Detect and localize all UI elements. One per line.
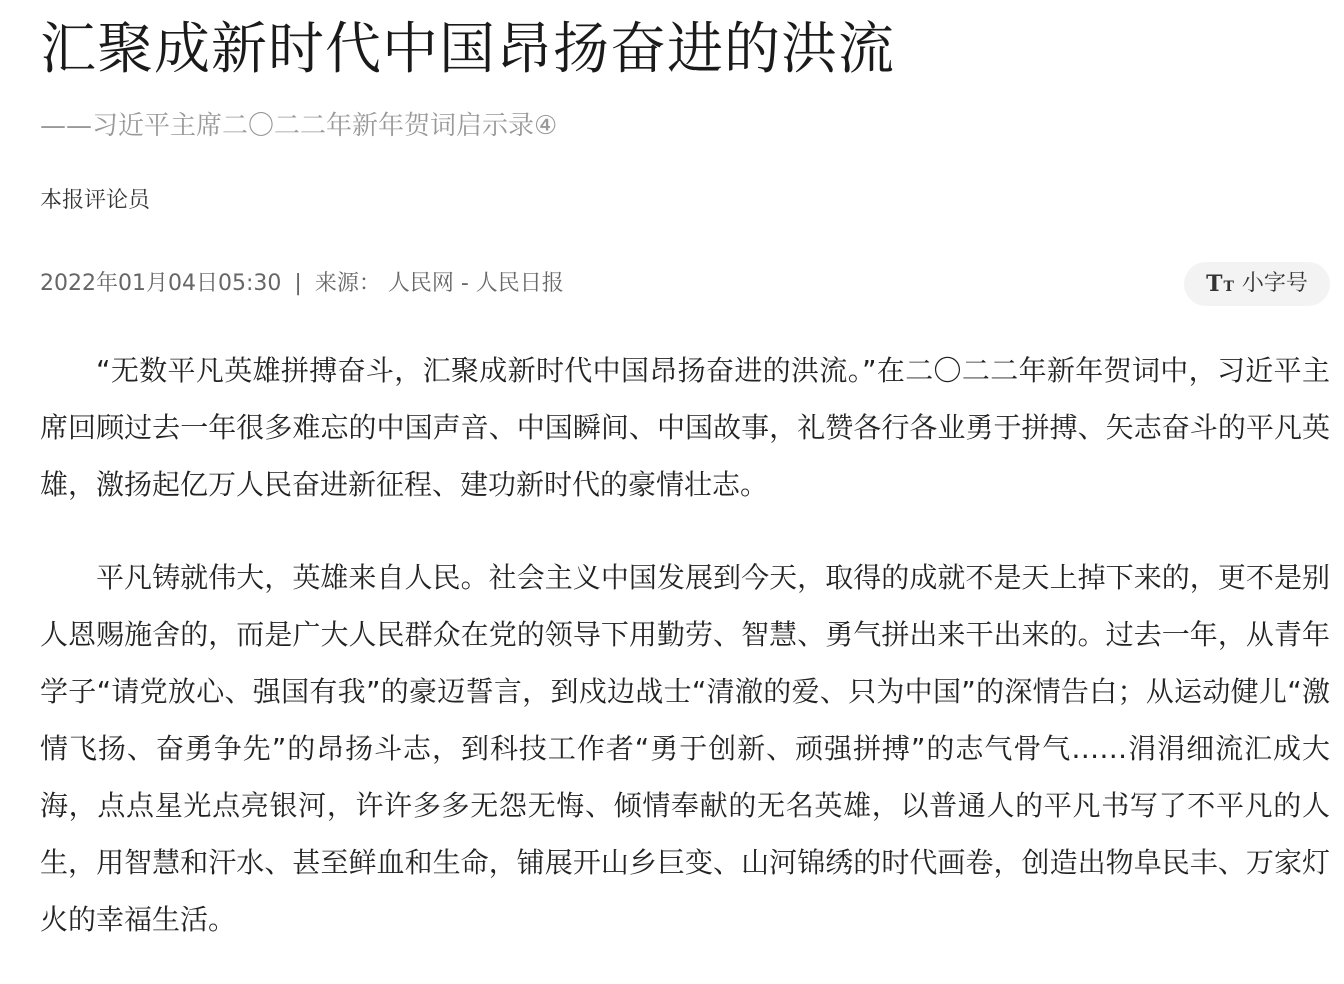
paragraph: “无数平凡英雄拼搏奋斗，汇聚成新时代中国昂扬奋进的洪流。”在二〇二二年新年贺词中，习近平主席回顾过去一年很多难忘的中国声音、中国瞬间、中国故事，礼赞各行各业勇于拼搏、矢志奋斗的平凡英雄，激扬起亿万人民奋进新征程、建功新时代的豪情壮志。 [40, 354, 1330, 501]
article-meta [40, 268, 564, 300]
font-size-label: 小字号 [1241, 271, 1308, 296]
font-size-toggle-button[interactable] [1184, 262, 1330, 306]
article-title: 汇聚成新时代中国昂扬奋进的洪流 [40, 17, 895, 82]
meta-separator: | [294, 271, 302, 296]
paragraph: 平凡铸就伟大，英雄来自人民。社会主义中国发展到今天，取得的成就不是天上掉下来的，更不是别人恩赐施舍的，而是广大人民群众在党的领导下用勤劳、智慧、勇气拼出来干出来的。过去一年，从青年学子“请党放心、强国有我”的豪迈誓言，到戍边战士“清澈的爱、只为中国”的深情告白；从运动健儿“激情飞扬、奋勇争先”的昂扬斗志，到科技工作者“勇于创新、顽强拼搏”的志气骨气……涓涓细流汇成大海，点点星光点亮银河，许许多多无怨无悔、倾情奉献的无名英雄，以普通人的平凡书写了不平凡的人生，用智慧和汗水、甚至鲜血和生命，铺展开山乡巨变、山河锦绣的时代画卷，创造出物阜民丰、万家灯火的幸福生活。 [40, 561, 1330, 936]
article-author: 本报评论员 [40, 188, 151, 213]
article-body [40, 342, 1330, 984]
text-size-icon: T T [1206, 271, 1234, 297]
source-label: 来源： [314, 271, 381, 296]
publish-datetime: 2022年01月04日05:30 [40, 271, 282, 296]
source-name[interactable]: 人民网 - 人民日报 [387, 271, 564, 296]
article-subtitle: ——习近平主席二〇二二年新年贺词启示录④ [40, 111, 558, 141]
